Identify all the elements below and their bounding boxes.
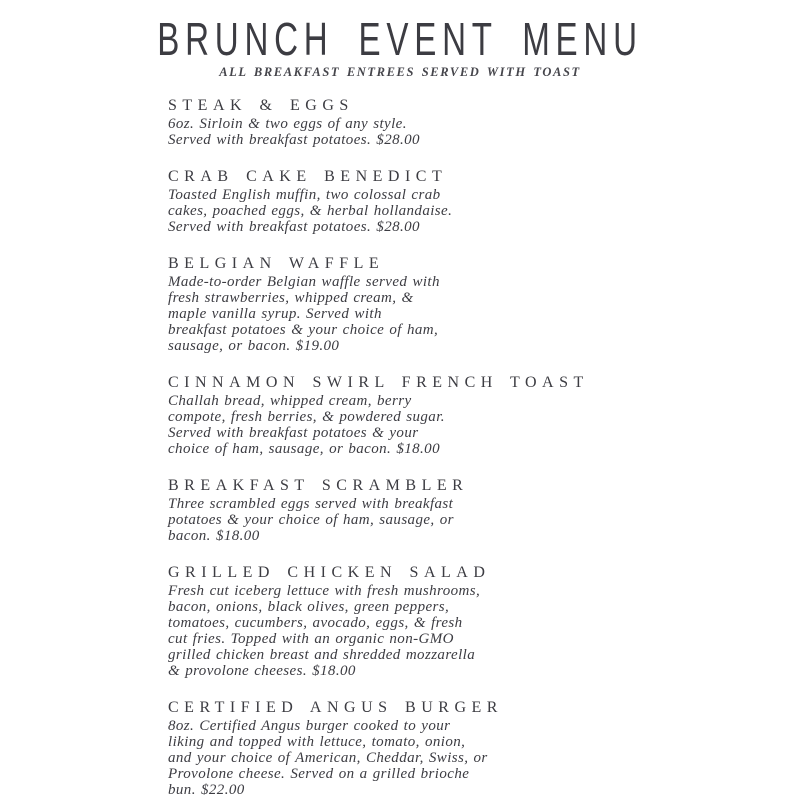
- menu-item-name: CERTIFIED ANGUS BURGER: [168, 699, 503, 716]
- menu-item: [168, 374, 728, 457]
- menu-item-description-line: liking and topped with lettuce, tomato, onion,: [168, 734, 466, 750]
- menu-item: [168, 255, 728, 354]
- menu-item-description-line: 8oz. Certified Angus burger cooked to your: [168, 718, 451, 734]
- menu-item-description-line: Provolone cheese. Served on a grilled brioche: [168, 766, 470, 782]
- menu-item-description: [168, 583, 728, 679]
- menu-item-description-line: fresh strawberries, whipped cream, &: [168, 290, 414, 306]
- menu-item-description-line: cut fries. Topped with an organic non-GMO: [168, 631, 454, 647]
- menu-item-description: [168, 274, 728, 354]
- menu-item-name: BELGIAN WAFFLE: [168, 255, 385, 272]
- menu-item-description-line: compote, fresh berries, & powdered sugar.: [168, 409, 445, 425]
- menu-item-description-line: Three scrambled eggs served with breakfast: [168, 496, 454, 512]
- menu-item: [168, 97, 728, 148]
- menu-title: BRUNCH EVENT MENU: [157, 13, 643, 65]
- menu-item: [168, 477, 728, 544]
- menu-item-description-line: Made-to-order Belgian waffle served with: [168, 274, 440, 290]
- menu-item-name: CINNAMON SWIRL FRENCH TOAST: [168, 374, 589, 391]
- menu-item-description-line: grilled chicken breast and shredded mozzarella: [168, 647, 476, 663]
- menu-item-name: STEAK & EGGS: [168, 97, 354, 114]
- menu-list: [168, 97, 728, 798]
- menu-item: [168, 699, 728, 798]
- menu-item-description-line: Toasted English muffin, two colossal crab: [168, 187, 441, 203]
- menu-item-description: [168, 496, 728, 544]
- menu-item-description-line: and your choice of American, Cheddar, Swiss, or: [168, 750, 488, 766]
- menu-item: [168, 564, 728, 679]
- menu-item-description: [168, 116, 728, 148]
- menu-item-description-line: Served with breakfast potatoes & your: [168, 425, 419, 441]
- menu-item-description-line: bacon. $18.00: [168, 528, 260, 544]
- menu-item-description-line: Fresh cut iceberg lettuce with fresh mushrooms,: [168, 583, 481, 599]
- menu-item-description-line: bacon, onions, black olives, green peppers,: [168, 599, 450, 615]
- menu-item-description-line: maple vanilla syrup. Served with: [168, 306, 382, 322]
- menu-item-description: [168, 718, 728, 798]
- menu-item-description-line: & provolone cheeses. $18.00: [168, 663, 356, 679]
- menu-item-description-line: 6oz. Sirloin & two eggs of any style.: [168, 116, 407, 132]
- menu-item-description: [168, 187, 728, 235]
- menu-item-name: GRILLED CHICKEN SALAD: [168, 564, 491, 581]
- menu-item-description-line: tomatoes, cucumbers, avocado, eggs, & fresh: [168, 615, 463, 631]
- menu-subtitle: ALL BREAKFAST ENTREES SERVED WITH TOAST: [219, 65, 581, 79]
- menu-header: [0, 0, 800, 80]
- menu-item-description-line: potatoes & your choice of ham, sausage, or: [168, 512, 454, 528]
- menu-item-description-line: sausage, or bacon. $19.00: [168, 338, 340, 354]
- menu-item-description-line: Served with breakfast potatoes. $28.00: [168, 219, 420, 235]
- menu-item-description: [168, 393, 728, 457]
- menu-item-description-line: bun. $22.00: [168, 782, 245, 798]
- menu-item-name: BREAKFAST SCRAMBLER: [168, 477, 469, 494]
- menu-item-description-line: choice of ham, sausage, or bacon. $18.00: [168, 441, 440, 457]
- menu-item-description-line: Served with breakfast potatoes. $28.00: [168, 132, 420, 148]
- menu-item-description-line: breakfast potatoes & your choice of ham,: [168, 322, 439, 338]
- menu-item-name: CRAB CAKE BENEDICT: [168, 168, 448, 185]
- menu-item-description-line: Challah bread, whipped cream, berry: [168, 393, 412, 409]
- menu-item-description-line: cakes, poached eggs, & herbal hollandaise.: [168, 203, 453, 219]
- menu-item: [168, 168, 728, 235]
